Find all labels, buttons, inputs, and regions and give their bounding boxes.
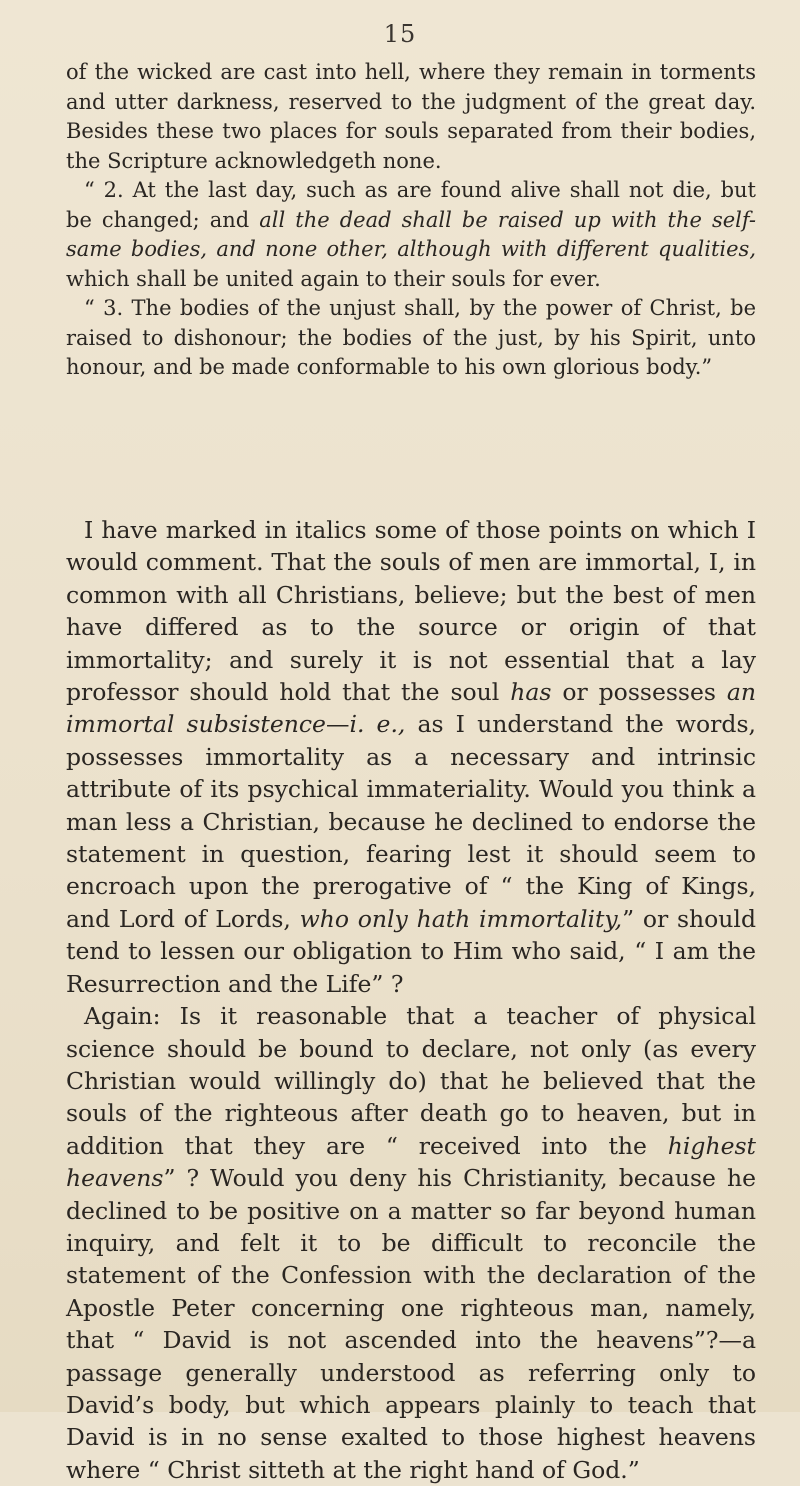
commentary-paragraph-1: I have marked in italics some of those points on which I would comment. That the souls of men are immortal, I, in common with all Christians, believe; but the best of men have differed as to the source or origin of that immortality; and surely it is not essential that a lay professor should hold that the soul has or possesses an immortal subsistence—i. e., as I understand the words, possesses immortality as a necessary and intrinsic attribute of its psychical immateriality. Would you think a man less a Christian, because he declined to endorse the statement in question, fearing lest it should seem to encroach upon the prerogative of “ the King of Kings, and Lord of Lords, who only hath immortality,” or should tend to lessen our obligation to Him who said, “ I am the Resurrection and the Life” ? <box>66 516 756 998</box>
quote-paragraph-1: of the wicked are cast into hell, where they remain in torments and utter darkness, reserved to the judgment of the great day. Besides these two places for souls separated from their bodies, the Scripture acknowledgeth none. <box>66 60 756 173</box>
italic-who-only-hath: who only hath immortality, <box>299 904 623 933</box>
italic-immortal-subsistence: an immortal subsistence <box>66 678 756 739</box>
italic-emphasis: all the dead shall be raised up with the self-same bodies, and none other, although with different qualities, <box>66 207 757 261</box>
quote-paragraph-3: “ 3. The bodies of the unjust shall, by the power of Christ, be raised to dishonour; the bodies of the just, by his Spirit, unto honour, and be made conformable to his own glorious body.” <box>66 296 756 379</box>
page-number: 15 <box>383 20 417 48</box>
quoted-confession-passage <box>66 58 756 383</box>
italic-highest-heavens: highest heavens <box>66 1131 756 1193</box>
italic-ie: i. e., <box>349 710 406 739</box>
author-commentary <box>66 514 756 1486</box>
commentary-paragraph-2: Again: Is it reasonable that a teacher of physical science should be bound to declare, not only (as every Christian would willingly do) that he believed that the souls of the righteous after death go to heaven, but in addition that they are “ received into the highest heavens” ? Would you deny his Christianity, because he declined to be positive on a matter so far beyond human inquiry, and felt it to be difficult to reconcile the statement of the Confession with the declaration of the Apostle Peter concerning one righteous man, namely, that “ David is not ascended into the heavens”?—a passage generally understood as referring only to David’s body, but which appears plainly to teach that David is in no sense exalted to those highest heavens where “ Christ sitteth at the right hand of God.” <box>66 1002 756 1484</box>
quote-paragraph-2: “ 2. At the last day, such as are found alive shall not die, but be changed; and all the dead shall be raised up with the self-same bodies, and none other, although with different qualities, which shall be united again to their souls for ever. <box>66 178 757 291</box>
italic-has: has <box>510 678 552 707</box>
